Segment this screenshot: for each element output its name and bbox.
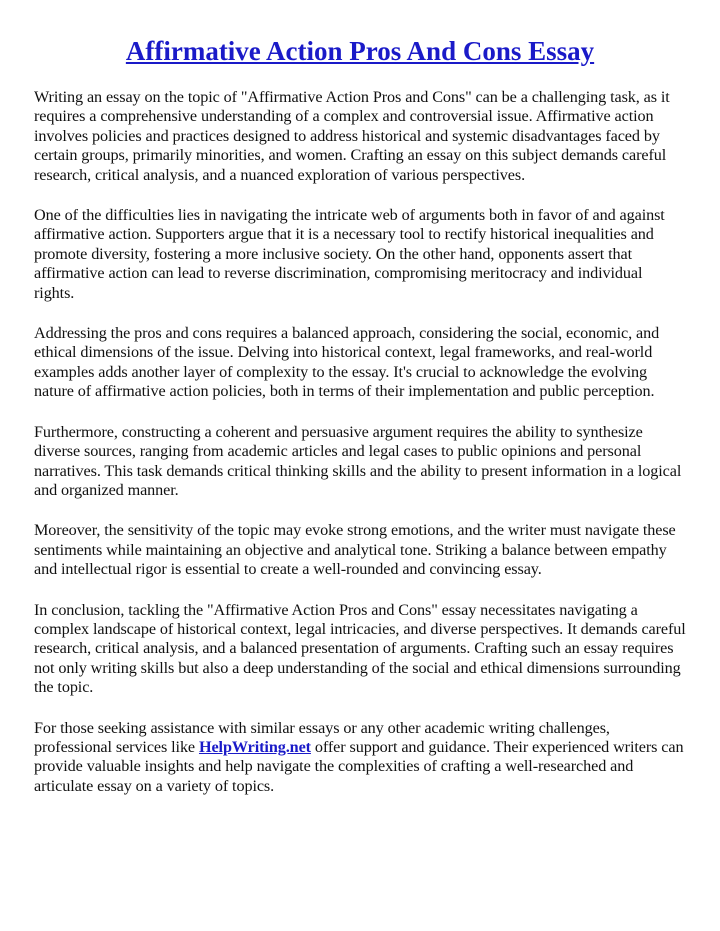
title-link[interactable]: Affirmative Action Pros And Cons Essay (125, 36, 595, 66)
paragraph-1: Writing an essay on the topic of "Affirmative Action Pros and Cons" can be a challenging task, as it requires a comprehensive understanding of a complex and controversial issue. Affirmative action involves policies and practices designed to address historical and systemic disadvantages faced by certain groups, primarily minorities, and women. Crafting an essay on this subject demands careful research, critical analysis, and a nuanced exploration of various perspectives. (34, 88, 670, 184)
closing-text-before: For those seeking assistance with similar essays or any other academic writing challenges, professional services like (34, 718, 610, 756)
page-title (34, 34, 686, 68)
paragraph-3: Addressing the pros and cons requires a balanced approach, considering the social, economic, and ethical dimensions of the issue. Delving into historical context, legal frameworks, and real-world examples adds another layer of complexity to the essay. It's crucial to acknowledge the evolving nature of affirmative action policies, both in terms of their implementation and public perception. (34, 324, 660, 401)
paragraph-5: Moreover, the sensitivity of the topic may evoke strong emotions, and the writer must navigate these sentiments while maintaining an objective and analytical tone. Striking a balance between empathy and intellectual rigor is essential to create a well-rounded and convincing essay. (34, 521, 676, 579)
paragraph-4: Furthermore, constructing a coherent and persuasive argument requires the ability to synthesize diverse sources, ranging from academic articles and legal cases to public opinions and personal narratives. This task demands critical thinking skills and the ability to present information in a logical and organized manner. (34, 422, 682, 499)
closing-text-after: offer support and guidance. Their experienced writers can provide valuable insights and help navigate the complexities of crafting a well-researched and articulate essay on a variety of topics. (34, 737, 684, 795)
paragraph-2: One of the difficulties lies in navigating the intricate web of arguments both in favor of and against affirmative action. Supporters argue that it is a necessary tool to rectify historical inequalities and promote diversity, fostering a more inclusive society. On the other hand, opponents assert that affirmative action can lead to reverse discrimination, compromising meritocracy and individual rights. (34, 206, 665, 302)
paragraph-closing (34, 719, 686, 797)
helpwriting-link[interactable]: HelpWriting.net (198, 737, 311, 756)
paragraph-6: In conclusion, tackling the "Affirmative Action Pros and Cons" essay necessitates navigating a complex landscape of historical context, legal intricacies, and diverse perspectives. It demands careful research, critical analysis, and a balanced presentation of arguments. Crafting such an essay requires not only writing skills but also a deep understanding of the social and ethical dimensions surrounding the topic. (34, 600, 686, 697)
